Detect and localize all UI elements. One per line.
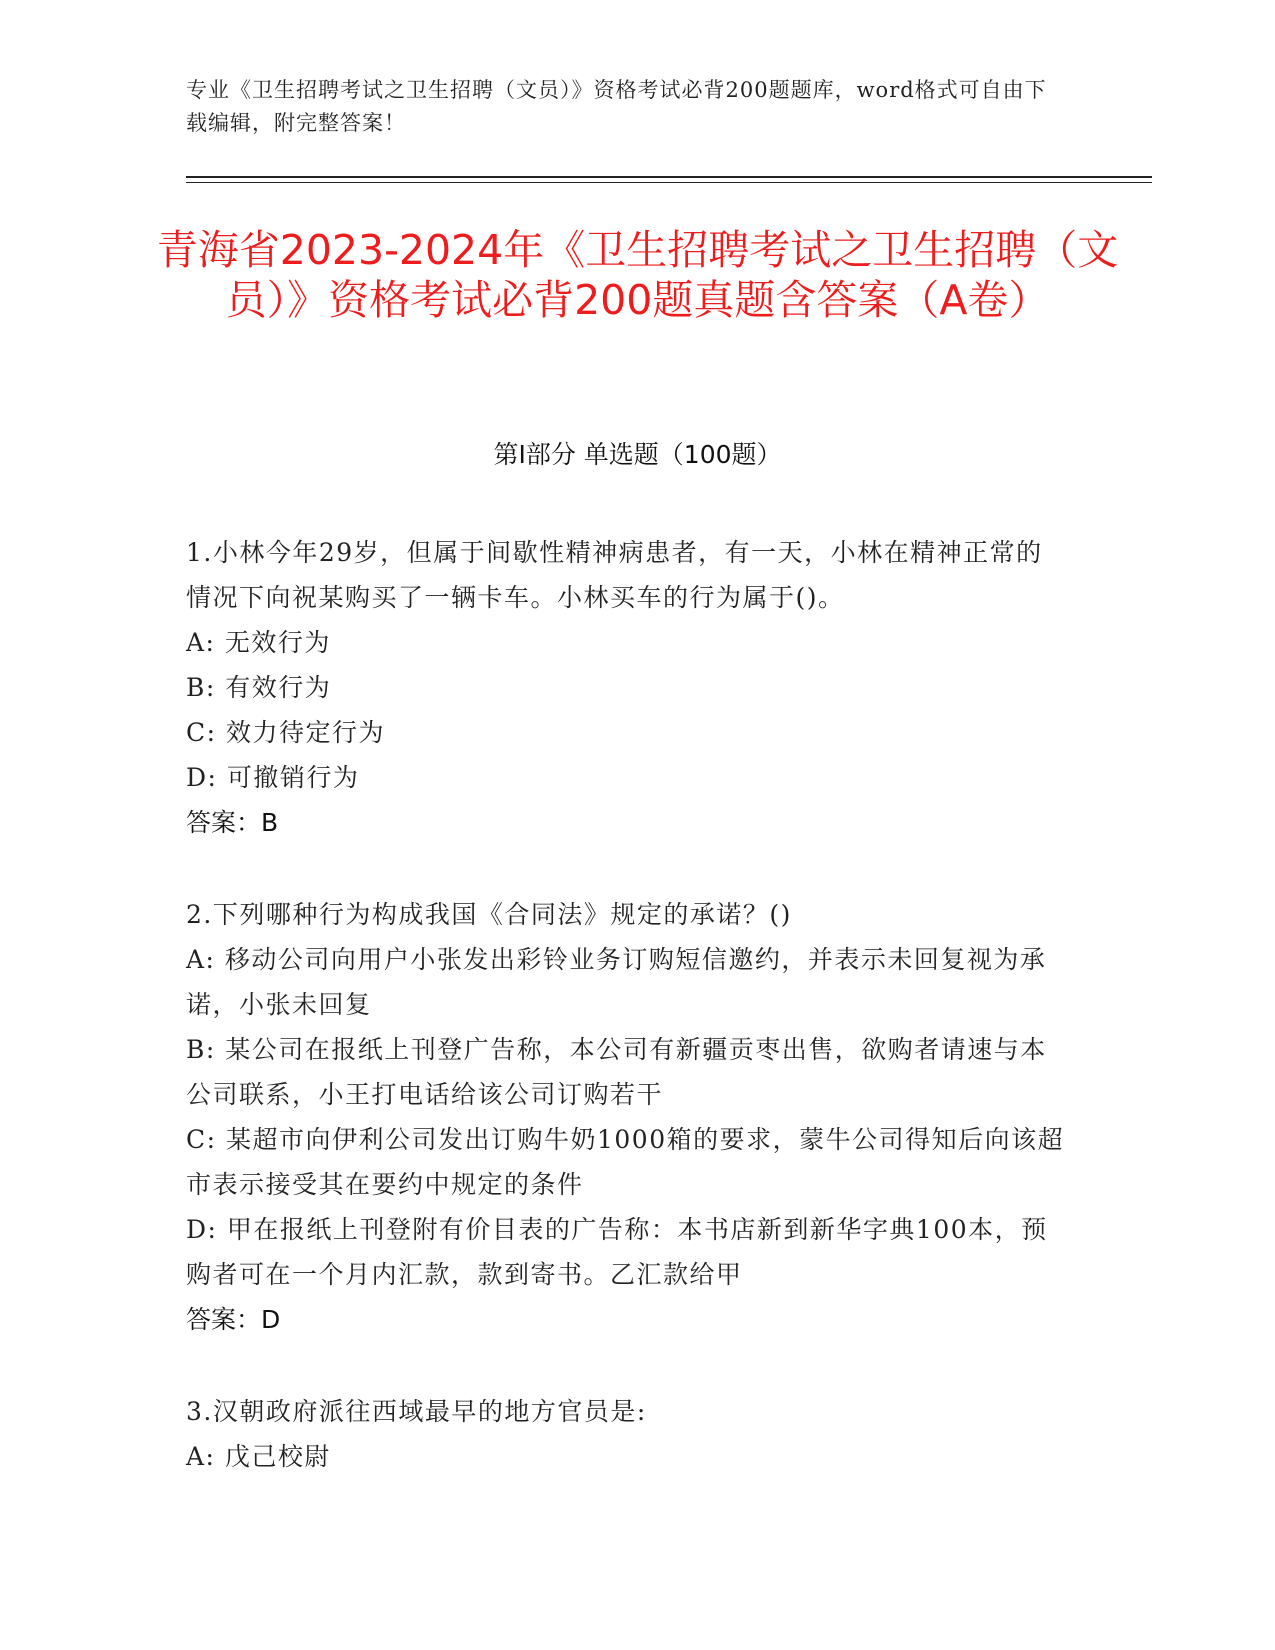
question-option: C: 某超市向伊利公司发出订购牛奶1000箱的要求，蒙牛公司得知后向该超市表示接受其在要约中规定的条件 — [186, 1125, 1065, 1199]
header-divider-thick — [186, 176, 1152, 178]
question-option: C: 效力待定行为 — [186, 718, 385, 747]
header-divider-thin — [186, 182, 1152, 183]
section-title: 第Ⅰ部分 单选题（100题） — [493, 440, 782, 469]
question-text: 2.下列哪种行为构成我国《合同法》规定的承诺？() — [186, 900, 792, 929]
question-option: D: 可撤销行为 — [186, 763, 360, 792]
question-option: B: 有效行为 — [186, 673, 332, 702]
question-item — [186, 892, 1066, 1343]
question-answer: 答案：D — [186, 1305, 281, 1334]
question-option: A: 戊己校尉 — [186, 1442, 331, 1471]
question-item — [186, 1389, 1066, 1479]
question-text: 3.汉朝政府派往西域最早的地方官员是: — [186, 1397, 647, 1426]
question-list — [186, 530, 1066, 1525]
question-option: B: 某公司在报纸上刊登广告称，本公司有新疆贡枣出售，欲购者请速与本公司联系，小王打电话给该公司订购若干 — [186, 1035, 1047, 1109]
question-item — [186, 530, 1066, 846]
document-title: 青海省2023-2024年《卫生招聘考试之卫生招聘（文员）》资格考试必背200题真题含答案（A卷） — [156, 226, 1119, 324]
question-answer: 答案：B — [186, 808, 279, 837]
question-option: A: 无效行为 — [186, 628, 331, 657]
question-text: 1.小林今年29岁，但属于间歇性精神病患者，有一天，小林在精神正常的情况下向祝某购买了一辆卡车。小林买车的行为属于()。 — [186, 538, 1043, 612]
question-option: A: 移动公司向用户小张发出彩铃业务订购短信邀约，并表示未回复视为承诺，小张未回复 — [186, 945, 1047, 1019]
question-option: D: 甲在报纸上刊登附有价目表的广告称：本书店新到新华字典100本，预购者可在一个月内汇款，款到寄书。乙汇款给甲 — [186, 1215, 1048, 1289]
header-note: 专业《卫生招聘考试之卫生招聘（文员）》资格考试必背200题题库，word格式可自由下载编辑，附完整答案！ — [186, 78, 1047, 135]
